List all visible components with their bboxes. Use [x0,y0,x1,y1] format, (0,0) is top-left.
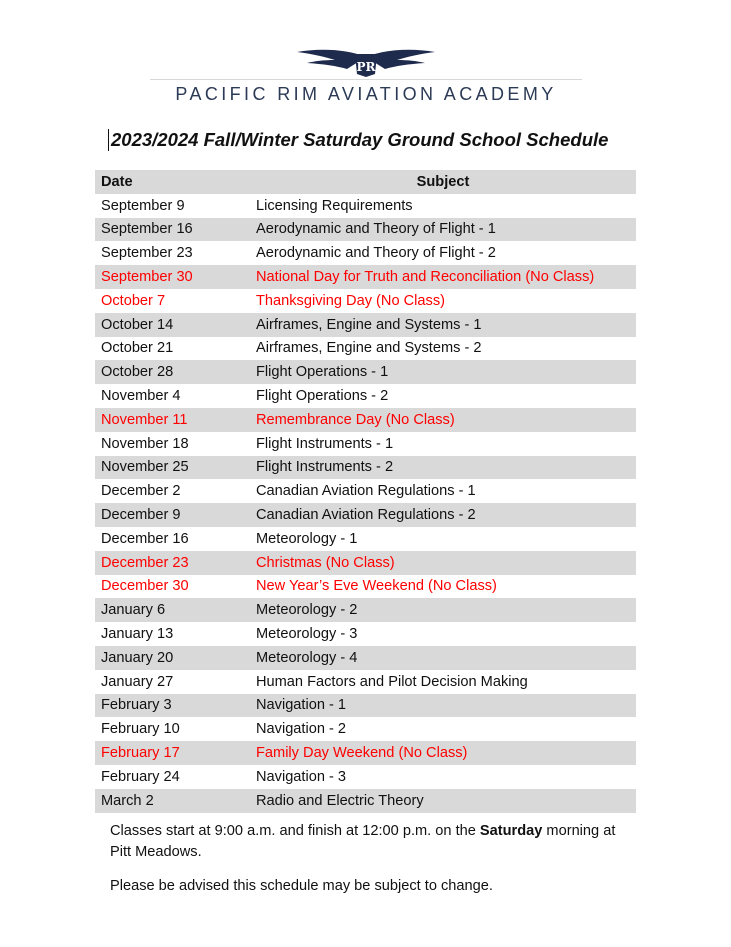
row-subject: Airframes, Engine and Systems - 1 [250,313,636,337]
schedule-table [95,170,636,813]
row-subject: Navigation - 3 [256,768,347,785]
table-row [95,694,636,718]
row-subject: Flight Operations - 1 [250,360,636,384]
class-time-text: Classes start at 9:00 a.m. and finish at 12:00 p.m. on the [110,823,480,839]
logo-divider [150,79,582,80]
row-date: November 4 [101,388,181,405]
row-date: November 25 [95,456,250,480]
row-date: October 7 [101,292,166,309]
table-row [95,479,636,503]
row-subject: Human Factors and Pilot Decision Making [256,673,528,690]
subject-column-header: Subject [250,170,636,194]
row-date: January 13 [101,626,174,643]
table-row [95,622,636,646]
row-subject: Meteorology - 4 [250,646,636,670]
table-row [95,765,636,789]
row-date: February 10 [101,721,180,738]
table-row [95,194,636,218]
row-subject: Licensing Requirements [256,197,413,214]
row-subject: Meteorology - 2 [250,598,636,622]
table-row [95,646,636,670]
row-date: February 24 [101,768,180,785]
row-date: November 11 [95,408,250,432]
table-row [95,503,636,527]
class-day-bold: Saturday [479,823,543,839]
row-date: September 30 [95,265,250,289]
table-row [95,551,636,575]
row-subject: Flight Instruments - 1 [256,435,394,452]
row-subject: Meteorology - 3 [256,626,358,643]
row-date: October 21 [101,340,174,357]
row-subject: Flight Operations - 2 [256,388,389,405]
table-row [95,575,636,599]
table-row [95,289,636,313]
table-row [95,337,636,361]
row-date: September 23 [101,245,193,262]
row-date: December 23 [95,551,250,575]
row-date: January 20 [95,646,250,670]
table-row [95,408,636,432]
table-row [95,432,636,456]
row-subject: Canadian Aviation Regulations - 2 [250,503,636,527]
row-subject: Aerodynamic and Theory of Flight - 2 [256,245,496,262]
row-subject: Radio and Electric Theory [250,789,636,813]
table-row [95,313,636,337]
svg-text:PR: PR [356,60,376,74]
row-subject: Flight Instruments - 2 [250,456,636,480]
row-subject: Remembrance Day (No Class) [250,408,636,432]
row-date: March 2 [95,789,250,813]
academy-logo [150,44,582,110]
row-date: October 14 [95,313,250,337]
row-subject: New Year’s Eve Weekend (No Class) [256,578,497,595]
table-row [95,741,636,765]
row-subject: National Day for Truth and Reconciliation (No Class) [250,265,636,289]
row-subject: Canadian Aviation Regulations - 1 [256,483,476,500]
row-date: September 9 [101,197,185,214]
table-row [95,456,636,480]
table-row [95,670,636,694]
row-date: December 30 [101,578,189,595]
row-subject: Aerodynamic and Theory of Flight - 1 [250,218,636,242]
row-subject: Christmas (No Class) [250,551,636,575]
row-date: January 6 [95,598,250,622]
table-row [95,789,636,813]
table-row [95,360,636,384]
row-date: December 9 [95,503,250,527]
table-header-row [95,170,636,194]
row-date: November 18 [101,435,189,452]
row-date: December 2 [101,483,181,500]
table-row [95,384,636,408]
row-date: September 16 [95,218,250,242]
row-subject: Navigation - 2 [256,721,347,738]
table-row [95,265,636,289]
row-subject: Navigation - 1 [250,694,636,718]
row-subject: Airframes, Engine and Systems - 2 [256,340,482,357]
row-date: February 3 [95,694,250,718]
row-date: October 28 [95,360,250,384]
table-row [95,717,636,741]
academy-name: PACIFIC RIM AVIATION ACADEMY [175,84,557,104]
advisory-note: Please be advised this schedule may be subject to change. [110,878,493,894]
notes-section [110,821,640,910]
page-title: 2023/2024 Fall/Winter Saturday Ground School Schedule [108,129,671,151]
row-date: January 27 [101,673,174,690]
row-subject: Thanksgiving Day (No Class) [256,292,445,309]
table-row [95,598,636,622]
wings-logo-icon [295,44,437,78]
date-column-header: Date [95,170,250,194]
row-subject: Meteorology - 1 [256,530,358,547]
table-row [95,527,636,551]
class-location-text: morning at Pitt Meadows. [110,823,616,860]
class-time-note [110,821,640,863]
row-date: December 16 [101,530,189,547]
table-row [95,218,636,242]
row-subject: Family Day Weekend (No Class) [250,741,636,765]
schedule-body [95,194,636,813]
row-date: February 17 [95,741,250,765]
table-row [95,241,636,265]
